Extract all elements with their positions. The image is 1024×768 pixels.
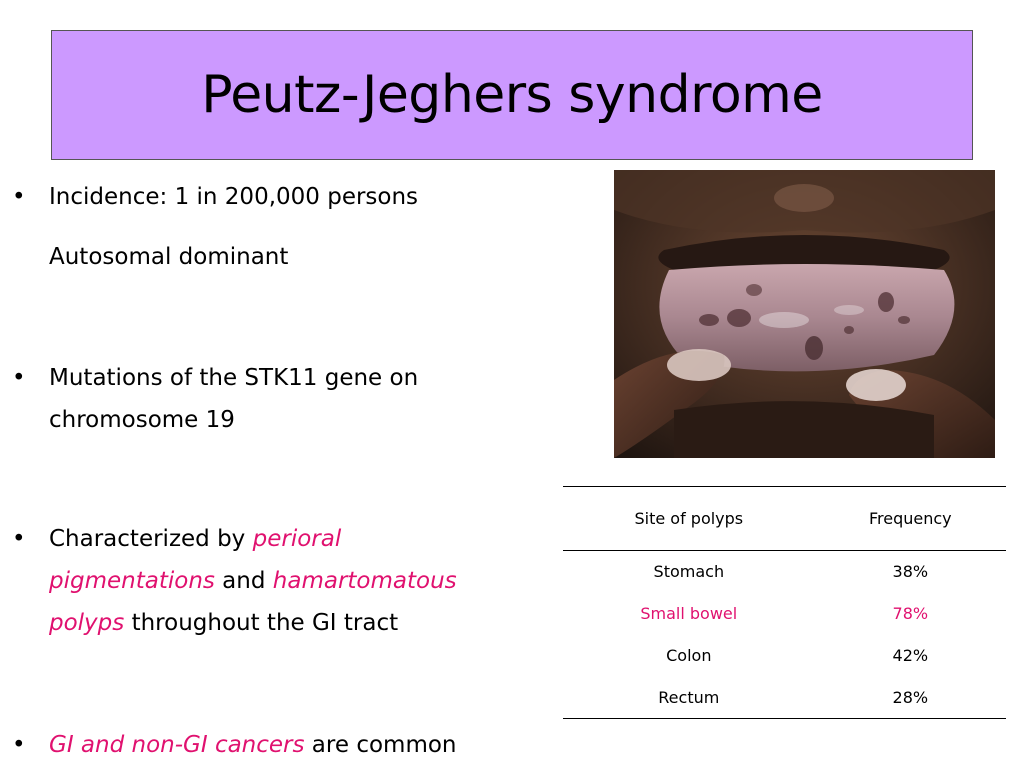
pigmentations-emphasis: pigmentations (49, 568, 215, 594)
and-text: and (214, 568, 273, 594)
bullet-mutations (12, 357, 532, 441)
site-cell: Stomach (653, 562, 725, 582)
title-banner (51, 30, 973, 160)
bullet-subline (49, 236, 532, 278)
polyp-frequency-table (563, 486, 1006, 719)
table-row-highlighted (563, 593, 1006, 635)
hamartomatous-emphasis: hamartomatous (272, 568, 457, 594)
perioral-emphasis: perioral (252, 526, 342, 552)
header-frequency: Frequency (868, 509, 952, 528)
bullet-characterized (12, 518, 532, 644)
common-text: are common (304, 732, 457, 758)
polyps-emphasis: polyps (49, 610, 125, 636)
clinical-photo-lip-pigmentation (614, 170, 995, 458)
cancers-emphasis: GI and non-GI cancers (49, 732, 305, 758)
bullet-cancers (12, 724, 532, 766)
site-cell: Colon (666, 646, 712, 665)
bullet-dot: • (12, 365, 26, 391)
table-header-row (563, 487, 1006, 551)
bullet-text (49, 176, 532, 218)
bullet-text (49, 724, 532, 766)
bullet-dot: • (12, 526, 26, 552)
incidence-text: Incidence: 1 in 200,000 persons (49, 184, 419, 210)
frequency-cell: 78% (892, 604, 929, 623)
bullet-text (49, 357, 532, 441)
frequency-cell: 42% (892, 646, 929, 665)
gi-tract-text: throughout the GI tract (124, 610, 399, 636)
frequency-cell: 28% (892, 687, 929, 707)
slide-title: Peutz-Jeghers syndrome (201, 65, 823, 125)
bullet-dot: • (12, 184, 26, 210)
table-row (563, 677, 1006, 719)
header-site: Site of polyps (634, 509, 744, 528)
bullet-incidence (12, 176, 532, 278)
frequency-cell: 38% (892, 562, 929, 582)
mutation-line1: Mutations of the STK11 gene on (49, 365, 419, 391)
site-cell: Small bowel (640, 604, 738, 623)
site-cell: Rectum (658, 687, 720, 707)
table-row (563, 551, 1006, 593)
bullet-dot: • (12, 732, 26, 758)
mutation-line2: chromosome 19 (49, 407, 235, 433)
bullet-text (49, 518, 532, 644)
characterized-lead: Characterized by (49, 526, 253, 552)
inheritance-text: Autosomal dominant (49, 244, 289, 270)
table-row (563, 635, 1006, 677)
